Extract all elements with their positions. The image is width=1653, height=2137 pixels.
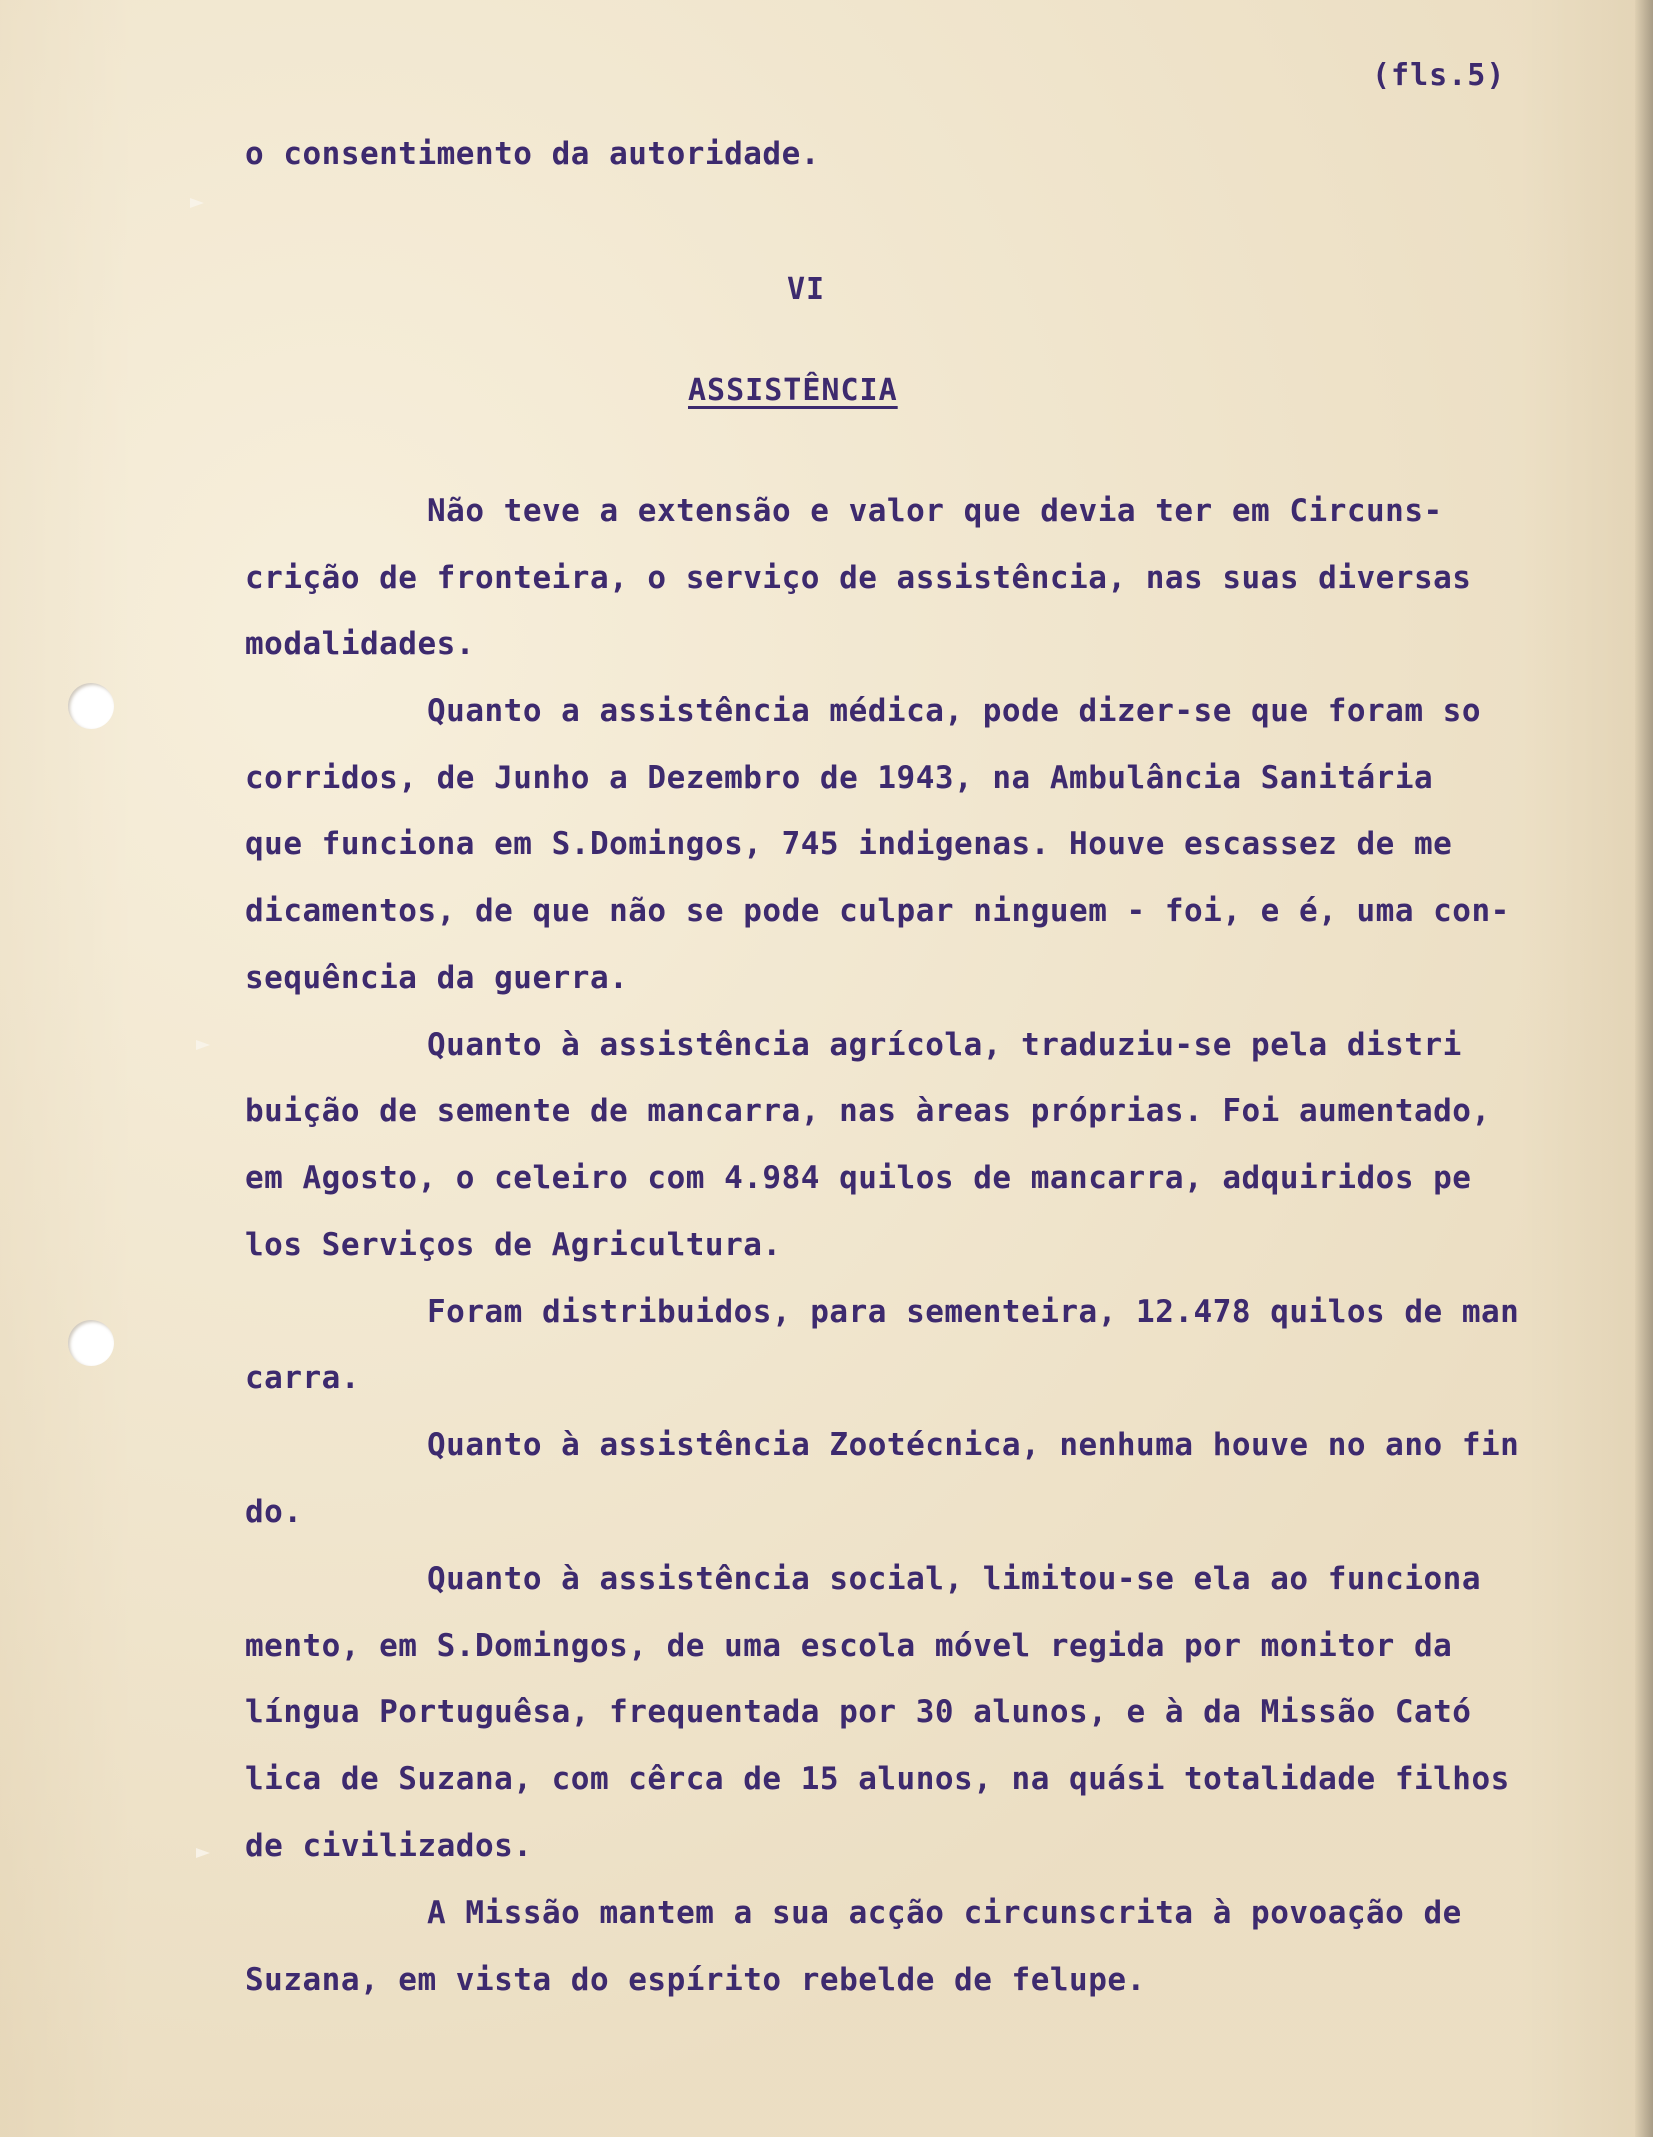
- page-edge-shadow: [1635, 0, 1653, 2137]
- body-line: em Agosto, o celeiro com 4.984 quilos de mancarra, adquiridos pe: [245, 1160, 1472, 1196]
- body-line: Quanto à assistência Zootécnica, nenhuma houve no ano fin: [427, 1427, 1520, 1463]
- body-line: Quanto a assistência médica, pode dizer-se que foram so: [427, 693, 1481, 729]
- page-number: (fls.5): [1372, 58, 1506, 93]
- paper-tear-mark: [196, 1848, 210, 1858]
- body-line: corridos, de Junho a Dezembro de 1943, na Ambulância Sanitária: [245, 760, 1434, 796]
- section-title: ASSISTÊNCIA: [688, 373, 898, 408]
- body-line: carra.: [245, 1360, 360, 1396]
- body-line: do.: [245, 1494, 303, 1530]
- body-line: modalidades.: [245, 626, 475, 662]
- punch-hole-bottom: [68, 1320, 114, 1366]
- body-line: crição de fronteira, o serviço de assistência, nas suas diversas: [245, 560, 1472, 596]
- section-number: VI: [787, 272, 826, 307]
- body-line: A Missão mantem a sua acção circunscrita à povoação de: [427, 1895, 1462, 1931]
- body-line: Quanto à assistência social, limitou-se ela ao funciona: [427, 1561, 1481, 1597]
- body-line: língua Portuguêsa, frequentada por 30 alunos, e à da Missão Cató: [245, 1694, 1472, 1730]
- body-line: que funciona em S.Domingos, 745 indigenas. Houve escassez de me: [245, 826, 1453, 862]
- body-line: dicamentos, de que não se pode culpar ninguem - foi, e é, uma con-: [245, 893, 1510, 929]
- body-line: los Serviços de Agricultura.: [245, 1227, 782, 1263]
- body-line: sequência da guerra.: [245, 960, 629, 996]
- body-line: lica de Suzana, com cêrca de 15 alunos, na quási totalidade filhos: [245, 1761, 1510, 1797]
- punch-hole-top: [68, 683, 114, 729]
- body-line: de civilizados.: [245, 1828, 533, 1864]
- body-line: Quanto à assistência agrícola, traduziu-se pela distri: [427, 1027, 1462, 1063]
- paper-tear-mark: [196, 1040, 210, 1050]
- body-line: Foram distribuidos, para sementeira, 12.478 quilos de man: [427, 1294, 1520, 1330]
- body-line: mento, em S.Domingos, de uma escola móvel regida por monitor da: [245, 1628, 1453, 1664]
- opening-line: o consentimento da autoridade.: [245, 136, 820, 172]
- body-line: Suzana, em vista do espírito rebelde de felupe.: [245, 1962, 1146, 1998]
- body-line: buição de semente de mancarra, nas àreas próprias. Foi aumentado,: [245, 1093, 1491, 1129]
- body-line: Não teve a extensão e valor que devia ter em Circuns-: [427, 493, 1443, 529]
- paper-tear-mark: [190, 198, 204, 208]
